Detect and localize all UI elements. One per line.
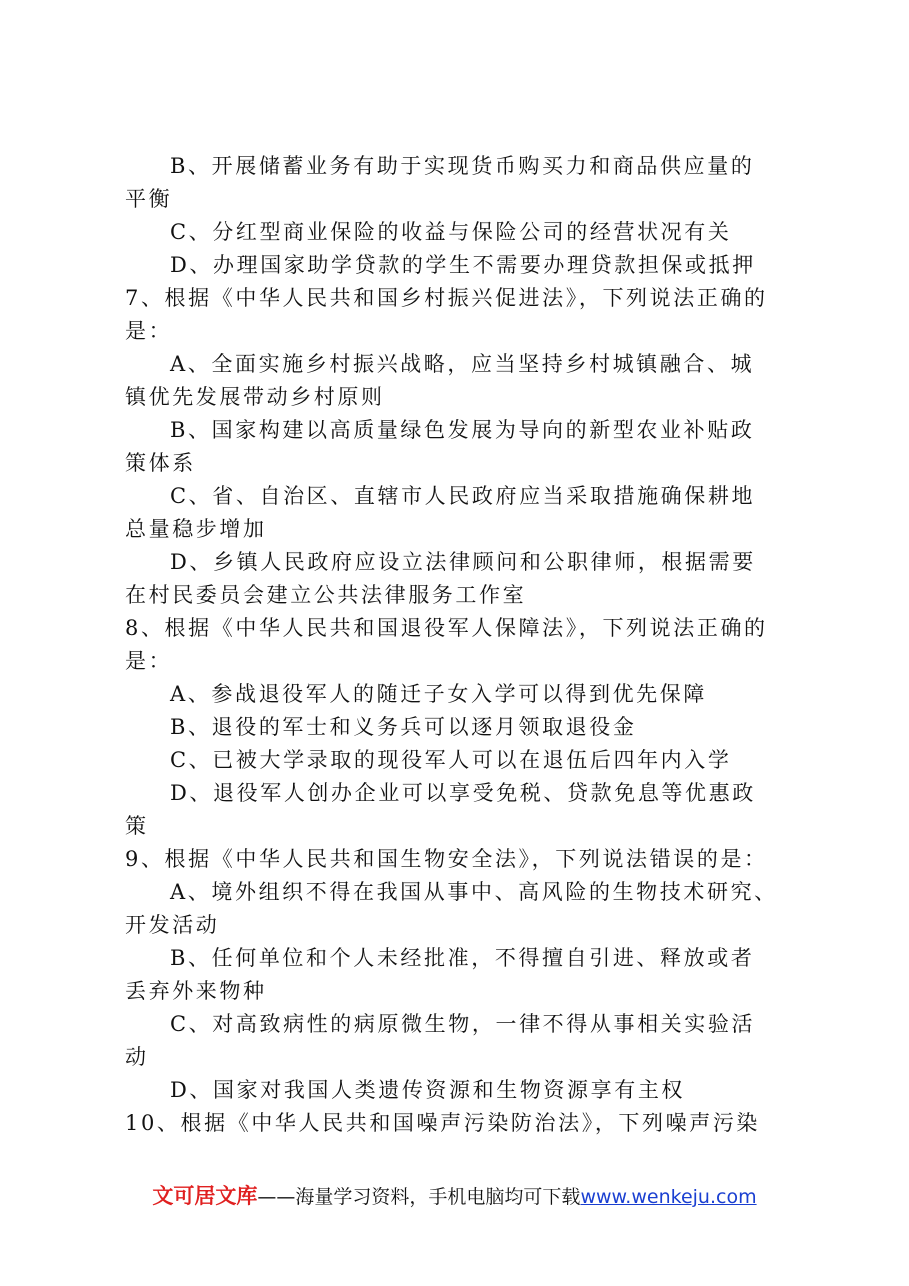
text-line: 策体系 xyxy=(125,451,196,475)
text-line: 策 xyxy=(125,814,149,838)
footer-banner xyxy=(0,1180,909,1210)
text-line: B、退役的军士和义务兵可以逐月领取退役金 xyxy=(170,715,637,739)
text-line: A、全面实施乡村振兴战略，应当坚持乡村城镇融合、城 xyxy=(170,352,755,376)
footer-tagline: ——海量学习资料，手机电脑均可下载 xyxy=(257,1186,581,1208)
text-line: 总量稳步增加 xyxy=(125,517,267,541)
text-line: C、已被大学录取的现役军人可以在退伍后四年内入学 xyxy=(170,748,732,772)
text-line: A、参战退役军人的随迁子女入学可以得到优先保障 xyxy=(170,682,707,706)
text-line: D、乡镇人民政府应设立法律顾问和公职律师，根据需要 xyxy=(170,550,756,574)
text-line: 动 xyxy=(125,1045,149,1069)
text-line: C、省、自治区、直辖市人民政府应当采取措施确保耕地 xyxy=(170,484,756,508)
text-line: 平衡 xyxy=(125,187,173,211)
text-line: D、办理国家助学贷款的学生不需要办理贷款担保或抵押 xyxy=(170,253,756,277)
text-line: B、国家构建以高质量绿色发展为导向的新型农业补贴政 xyxy=(170,418,755,442)
footer-brand: 文可居文库 xyxy=(152,1184,258,1208)
text-line: D、退役军人创办企业可以享受免税、贷款免息等优惠政 xyxy=(170,781,756,805)
text-line: 9、根据《中华人民共和国生物安全法》，下列说法错误的是： xyxy=(125,847,768,871)
text-line: C、对高致病性的病原微生物，一律不得从事相关实验活 xyxy=(170,1012,756,1036)
text-line: C、分红型商业保险的收益与保险公司的经营状况有关 xyxy=(170,220,732,244)
text-line: 7、根据《中华人民共和国乡村振兴促进法》，下列说法正确的 xyxy=(125,286,768,310)
text-line: 开发活动 xyxy=(125,913,220,937)
footer-site-link[interactable]: www.wenkeju.com xyxy=(580,1186,757,1208)
text-line: 10、根据《中华人民共和国噪声污染防治法》，下列噪声污染 xyxy=(125,1111,761,1135)
text-line: 在村民委员会建立公共法律服务工作室 xyxy=(125,583,527,607)
text-line: 是： xyxy=(125,649,173,673)
document-body xyxy=(125,150,805,1140)
text-line: B、开展储蓄业务有助于实现货币购买力和商品供应量的 xyxy=(170,154,755,178)
text-line: B、任何单位和个人未经批准，不得擅自引进、释放或者 xyxy=(170,946,755,970)
text-line: D、国家对我国人类遗传资源和生物资源享有主权 xyxy=(170,1078,686,1102)
text-line: A、境外组织不得在我国从事中、高风险的生物技术研究、 xyxy=(170,880,778,904)
text-line: 8、根据《中华人民共和国退役军人保障法》，下列说法正确的 xyxy=(125,616,768,640)
text-line: 是： xyxy=(125,319,173,343)
text-line: 镇优先发展带动乡村原则 xyxy=(125,385,385,409)
text-line: 丢弃外来物种 xyxy=(125,979,267,1003)
